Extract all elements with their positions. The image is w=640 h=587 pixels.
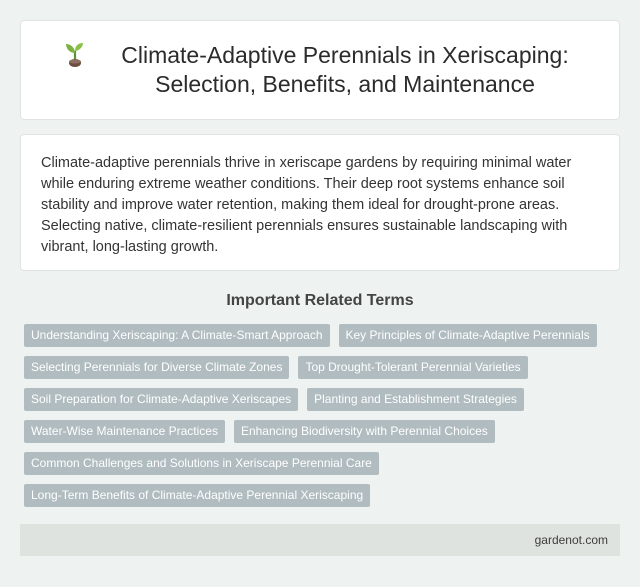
related-term-tag[interactable]: Planting and Establishment Strategies (307, 388, 524, 411)
sprout-icon (60, 39, 90, 69)
related-terms-heading: Important Related Terms (226, 292, 414, 309)
summary-card (20, 134, 620, 271)
footer (20, 524, 620, 556)
related-term-tag[interactable]: Common Challenges and Solutions in Xeriscape Perennial Care (24, 452, 379, 475)
page-title: Climate-Adaptive Perennials in Xeriscaping: Selection, Benefits, and Maintenance (121, 42, 569, 97)
title-card (20, 20, 620, 120)
summary-text: Climate-adaptive perennials thrive in xeriscape gardens by requiring minimal water while enduring extreme weather conditions. Their deep root systems enhance soil stability and improve water retention, making them ideal for drought-prone areas. Selecting native, climate-resilient perennials ensures sustainable landscaping with vibrant, long-lasting growth. (41, 155, 572, 255)
related-term-tag[interactable]: Understanding Xeriscaping: A Climate-Smart Approach (24, 324, 330, 347)
related-terms-list (24, 324, 624, 507)
site-link[interactable]: gardenot.com (534, 533, 608, 547)
related-term-tag[interactable]: Enhancing Biodiversity with Perennial Choices (234, 420, 495, 443)
related-term-tag[interactable]: Key Principles of Climate-Adaptive Perennials (339, 324, 597, 347)
related-term-tag[interactable]: Long-Term Benefits of Climate-Adaptive Perennial Xeriscaping (24, 484, 370, 507)
related-term-tag[interactable]: Water-Wise Maintenance Practices (24, 420, 225, 443)
title-wrap (60, 41, 580, 99)
related-term-tag[interactable]: Selecting Perennials for Diverse Climate Zones (24, 356, 289, 379)
related-term-tag[interactable]: Top Drought-Tolerant Perennial Varieties (298, 356, 527, 379)
related-term-tag[interactable]: Soil Preparation for Climate-Adaptive Xeriscapes (24, 388, 298, 411)
